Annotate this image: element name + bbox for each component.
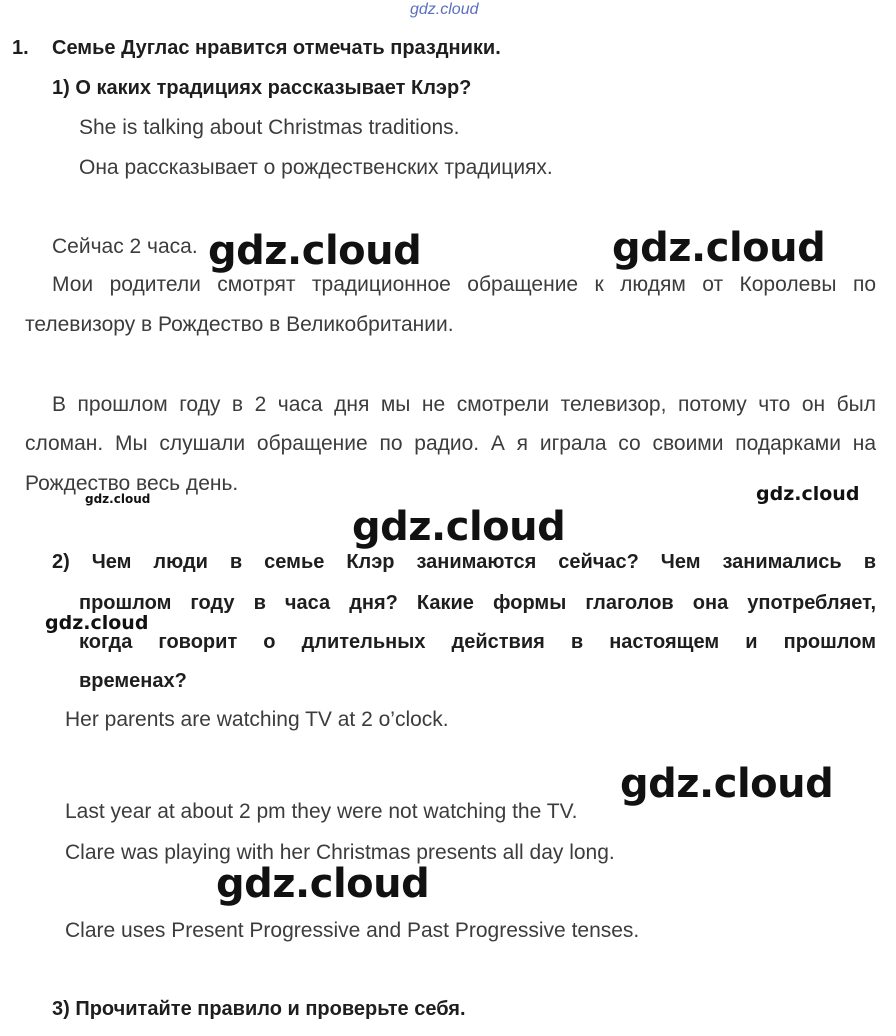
question-2-line-1: 2) Чем люди в семье Клэр занимаются сейчас? Чем занимались в [52,551,876,573]
text-line-5: сломан. Мы слушали обращение по радио. А я играла со своими подарками на [25,432,876,455]
answer-2-4: Clare uses Present Progressive and Past Progressive tenses. [65,919,640,942]
answer-2-3: Clare was playing with her Christmas presents all day long. [65,841,615,864]
watermark-mid: gdz.cloud [45,612,149,634]
text-line-1: Сейчас 2 часа. [52,235,198,258]
question-2-line-2: прошлом году в часа дня? Какие формы глаголов она употребляет, [79,592,876,614]
text-line-3: телевизору в Рождество в Великобритании. [25,313,454,336]
question-2-line-3: когда говорит о длительных действия в настоящем и прошлом [79,631,876,653]
watermark-small: gdz.cloud [85,492,151,506]
watermark-top: gdz.cloud [410,1,479,18]
text-line-6: Рождество весь день. [25,472,239,495]
question-3: 3) Прочитайте правило и проверьте себя. [52,998,466,1020]
task-title: Семье Дуглас нравится отмечать праздники. [52,37,501,59]
task-number: 1. [12,37,29,59]
text-line-4: В прошлом году в 2 часа дня мы не смотрели телевизор, потому что он был [52,393,876,416]
watermark-big: gdz.cloud [612,225,826,271]
answer-1-en: She is talking about Christmas traditions. [79,116,460,139]
text-line-2: Мои родители смотрят традиционное обращение к людям от Королевы по [52,273,876,296]
answer-1-ru: Она рассказывает о рождественских традициях. [79,156,553,179]
question-1: 1) О каких традициях рассказывает Клэр? [52,77,472,99]
watermark-big: gdz.cloud [352,504,566,550]
question-2-line-4: временах? [79,670,187,692]
watermark-mid: gdz.cloud [756,483,860,505]
answer-2-2: Last year at about 2 pm they were not watching the TV. [65,800,578,823]
watermark-big: gdz.cloud [208,228,422,274]
watermark-big: gdz.cloud [620,761,834,807]
answer-2-1: Her parents are watching TV at 2 o’clock. [65,708,449,731]
watermark-big: gdz.cloud [216,861,430,907]
